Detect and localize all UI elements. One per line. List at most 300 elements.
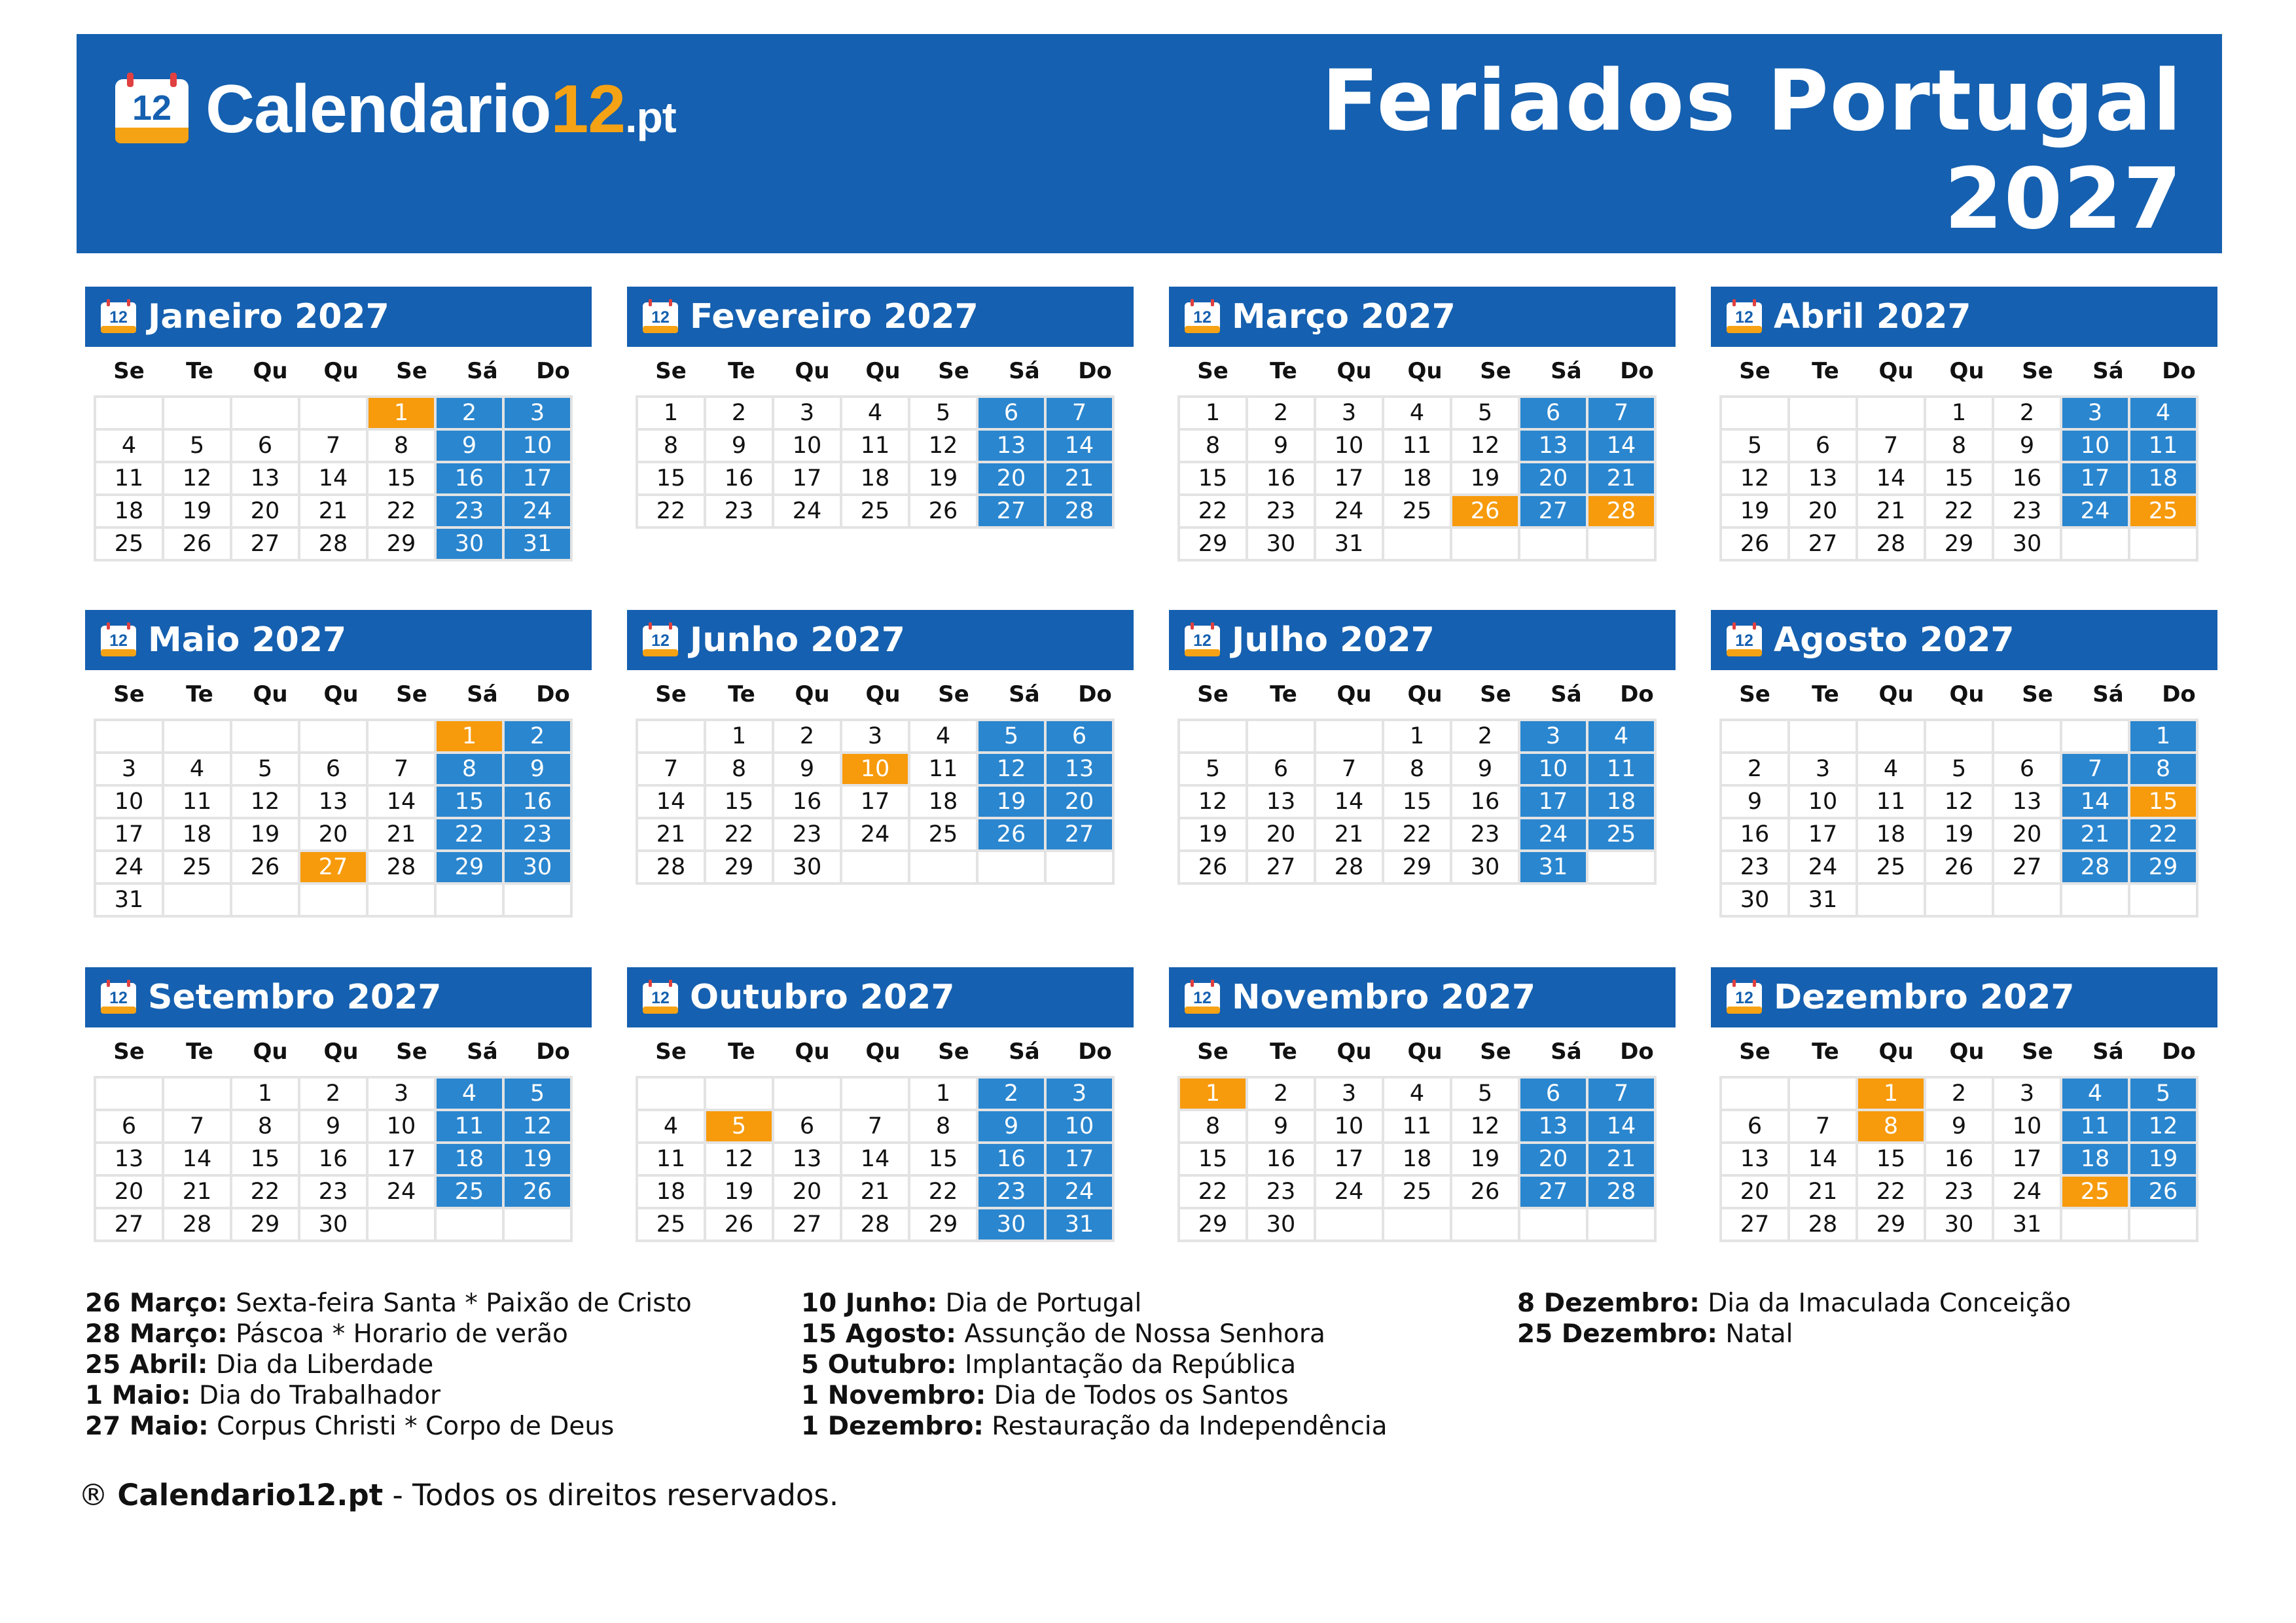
day-cell: 25 [841, 495, 909, 527]
day-cell: 30 [977, 1208, 1045, 1241]
day-cell: 2 [435, 397, 503, 429]
calendar-icon [1183, 980, 1221, 1015]
calendar-icon [1725, 299, 1763, 334]
empty-day-cell [2061, 883, 2129, 916]
day-cell: 7 [2061, 753, 2129, 785]
day-cell: 10 [1993, 1110, 2061, 1143]
day-cell: 17 [503, 462, 571, 495]
weekday-label: Se [1739, 681, 1770, 707]
day-cell: 27 [1247, 851, 1315, 883]
day-cell: 16 [1721, 818, 1789, 851]
day-cell: 19 [2129, 1143, 2197, 1175]
day-cell: 8 [705, 753, 773, 785]
day-cell: 4 [1383, 397, 1451, 429]
holiday-date: 28 Março: [85, 1319, 228, 1349]
day-cell: 23 [977, 1175, 1045, 1208]
weekday-header [627, 1027, 1134, 1076]
day-cell: 28 [1789, 1208, 1857, 1241]
day-cell: 22 [1857, 1175, 1925, 1208]
day-cell: 22 [909, 1175, 977, 1208]
empty-day-cell [841, 1077, 909, 1110]
day-cell: 10 [2061, 429, 2129, 462]
month-title [627, 287, 1134, 347]
weekday-label: Te [1270, 1039, 1297, 1065]
holiday-name: Sexta-feira Santa * Paixão de Cristo [236, 1289, 692, 1318]
empty-day-cell [1587, 1208, 1655, 1241]
day-cell: 23 [435, 495, 503, 527]
day-grid [1177, 719, 1657, 885]
day-cell: 9 [1925, 1110, 1993, 1143]
day-cell: 27 [1519, 1175, 1587, 1208]
day-cell: 25 [163, 851, 231, 883]
holiday-name: Restauração da Independência [992, 1412, 1388, 1441]
day-cell: 8 [435, 753, 503, 785]
month-title [1169, 610, 1676, 670]
weekday-label: Qu [253, 1039, 288, 1065]
day-cell: 27 [95, 1208, 163, 1241]
day-cell: 4 [1587, 720, 1655, 753]
day-cell: 2 [1451, 720, 1519, 753]
day-cell: 22 [1383, 818, 1451, 851]
weekday-header [1169, 347, 1676, 395]
holiday-entry [85, 1411, 692, 1442]
empty-day-cell [1383, 527, 1451, 560]
day-cell: 27 [1993, 851, 2061, 883]
day-cell: 28 [1315, 851, 1383, 883]
holiday-name: Dia da Liberdade [215, 1350, 434, 1380]
day-cell: 2 [299, 1077, 367, 1110]
day-cell: 11 [95, 462, 163, 495]
day-cell: 24 [1315, 1175, 1383, 1208]
holiday-entry [85, 1380, 692, 1411]
day-cell: 11 [1857, 785, 1925, 818]
month-name: Janeiro 2027 [148, 297, 389, 336]
month-title [627, 610, 1134, 670]
holiday-column [801, 1288, 1388, 1442]
day-cell: 25 [435, 1175, 503, 1208]
day-cell: 28 [1857, 527, 1925, 560]
day-cell: 29 [1857, 1208, 1925, 1241]
day-cell: 9 [435, 429, 503, 462]
day-cell: 3 [773, 397, 841, 429]
day-cell: 14 [1587, 429, 1655, 462]
day-cell: 6 [1993, 753, 2061, 785]
svg-text:12: 12 [1735, 632, 1753, 650]
day-cell: 16 [1925, 1143, 1993, 1175]
day-cell: 11 [1383, 1110, 1451, 1143]
day-cell: 24 [1789, 851, 1857, 883]
day-cell: 3 [841, 720, 909, 753]
weekday-label: Te [1812, 1039, 1839, 1065]
day-cell: 18 [1383, 1143, 1451, 1175]
day-cell: 29 [2129, 851, 2197, 883]
calendar-icon [641, 299, 679, 334]
day-cell: 30 [435, 527, 503, 560]
day-cell: 7 [1587, 1077, 1655, 1110]
empty-day-cell [1857, 883, 1925, 916]
day-cell: 3 [1519, 720, 1587, 753]
empty-day-cell [1315, 720, 1383, 753]
day-cell: 29 [1179, 527, 1247, 560]
month-title [627, 967, 1134, 1027]
weekday-label: Se [655, 358, 687, 384]
day-cell: 31 [95, 883, 163, 916]
holiday-column [85, 1288, 692, 1442]
day-cell: 29 [705, 851, 773, 883]
weekday-label: Sá [1551, 358, 1582, 384]
footer [79, 1478, 838, 1512]
day-cell: 28 [1587, 1175, 1655, 1208]
day-cell: 5 [977, 720, 1045, 753]
month-name: Maio 2027 [148, 620, 347, 660]
day-cell: 8 [1383, 753, 1451, 785]
day-cell: 12 [163, 462, 231, 495]
day-cell: 28 [637, 851, 705, 883]
month-calendar [85, 287, 592, 562]
day-cell: 6 [1045, 720, 1113, 753]
day-cell: 4 [163, 753, 231, 785]
footer-text: - Todos os direitos reservados. [383, 1478, 839, 1512]
weekday-label: Do [536, 358, 570, 384]
weekday-header [1169, 1027, 1676, 1076]
day-cell: 16 [705, 462, 773, 495]
day-cell: 26 [2129, 1175, 2197, 1208]
day-cell: 30 [1247, 1208, 1315, 1241]
day-cell: 3 [1315, 1077, 1383, 1110]
holiday-name: Corpus Christi * Corpo de Deus [217, 1412, 615, 1441]
day-cell: 28 [1587, 495, 1655, 527]
day-cell: 22 [2129, 818, 2197, 851]
day-cell: 5 [1179, 753, 1247, 785]
empty-day-cell [1519, 527, 1587, 560]
day-cell: 23 [1247, 495, 1315, 527]
day-cell: 12 [231, 785, 299, 818]
empty-day-cell [2129, 883, 2197, 916]
day-cell: 27 [1519, 495, 1587, 527]
month-title [85, 610, 592, 670]
weekday-label: Do [1078, 1039, 1112, 1065]
day-cell: 6 [299, 753, 367, 785]
day-cell: 12 [503, 1110, 571, 1143]
month-title [85, 967, 592, 1027]
day-cell: 3 [503, 397, 571, 429]
day-cell: 7 [299, 429, 367, 462]
day-cell: 26 [909, 495, 977, 527]
day-cell: 3 [1315, 397, 1383, 429]
day-cell: 24 [1315, 495, 1383, 527]
month-calendar [1711, 287, 2217, 562]
day-cell: 6 [773, 1110, 841, 1143]
weekday-label: Se [1197, 358, 1229, 384]
day-cell: 8 [367, 429, 435, 462]
weekday-label: Sá [1009, 358, 1040, 384]
month-calendar [85, 967, 592, 1242]
month-calendar [1169, 610, 1676, 885]
day-cell: 29 [367, 527, 435, 560]
footer-site: Calendario12.pt [117, 1478, 384, 1512]
weekday-header [85, 1027, 592, 1076]
day-cell: 11 [1587, 753, 1655, 785]
empty-day-cell [1383, 1208, 1451, 1241]
weekday-label: Se [1480, 1039, 1511, 1065]
day-cell: 29 [231, 1208, 299, 1241]
empty-day-cell [435, 1208, 503, 1241]
empty-day-cell [367, 883, 435, 916]
day-cell: 3 [95, 753, 163, 785]
day-cell: 31 [1315, 527, 1383, 560]
day-cell: 12 [1451, 429, 1519, 462]
svg-text:12: 12 [1193, 989, 1211, 1007]
day-cell: 6 [1519, 1077, 1587, 1110]
day-cell: 22 [1179, 1175, 1247, 1208]
weekday-label: Qu [1407, 358, 1443, 384]
day-cell: 17 [2061, 462, 2129, 495]
day-cell: 23 [705, 495, 773, 527]
holiday-entry [801, 1380, 1388, 1411]
day-cell: 20 [977, 462, 1045, 495]
day-cell: 3 [1993, 1077, 2061, 1110]
weekday-label: Do [1078, 681, 1112, 707]
day-cell: 12 [1925, 785, 1993, 818]
weekday-label: Do [2162, 1039, 2196, 1065]
day-cell: 7 [841, 1110, 909, 1143]
day-cell: 16 [1993, 462, 2061, 495]
weekday-label: Se [396, 358, 427, 384]
empty-day-cell [637, 1077, 705, 1110]
weekday-label: Qu [1336, 358, 1372, 384]
day-cell: 8 [1925, 429, 1993, 462]
month-name: Agosto 2027 [1774, 620, 2015, 660]
holiday-name: Dia da Imaculada Conceição [1708, 1289, 2072, 1318]
empty-day-cell [1925, 720, 1993, 753]
empty-day-cell [1925, 883, 1993, 916]
weekday-label: Se [2022, 1039, 2053, 1065]
day-cell: 23 [1721, 851, 1789, 883]
day-cell: 31 [503, 527, 571, 560]
day-cell: 20 [1721, 1175, 1789, 1208]
day-cell: 24 [95, 851, 163, 883]
day-cell: 1 [367, 397, 435, 429]
holiday-entry [1517, 1288, 2071, 1319]
day-cell: 14 [841, 1143, 909, 1175]
day-cell: 9 [1721, 785, 1789, 818]
day-cell: 21 [367, 818, 435, 851]
title-line-1: Feriados Portugal [1321, 52, 2183, 150]
weekday-header [627, 670, 1134, 719]
svg-text:12: 12 [109, 989, 128, 1007]
holiday-entry [801, 1319, 1388, 1349]
month-calendar [627, 967, 1134, 1242]
day-cell: 8 [637, 429, 705, 462]
day-cell: 25 [1383, 495, 1451, 527]
weekday-label: Qu [1878, 1039, 1914, 1065]
day-cell: 6 [231, 429, 299, 462]
weekday-label: Se [938, 1039, 969, 1065]
weekday-label: Qu [865, 358, 901, 384]
day-cell: 12 [977, 753, 1045, 785]
day-cell: 20 [1045, 785, 1113, 818]
weekday-label: Sá [467, 358, 498, 384]
day-cell: 6 [977, 397, 1045, 429]
holiday-entry [801, 1349, 1388, 1380]
day-cell: 1 [1925, 397, 1993, 429]
day-cell: 25 [1383, 1175, 1451, 1208]
day-cell: 29 [909, 1208, 977, 1241]
day-cell: 2 [1247, 397, 1315, 429]
day-cell: 10 [841, 753, 909, 785]
weekday-label: Se [1480, 358, 1511, 384]
day-cell: 17 [841, 785, 909, 818]
day-cell: 1 [705, 720, 773, 753]
empty-day-cell [163, 883, 231, 916]
day-cell: 16 [773, 785, 841, 818]
day-cell: 26 [1179, 851, 1247, 883]
day-cell: 27 [1789, 527, 1857, 560]
day-cell: 21 [841, 1175, 909, 1208]
weekday-label: Sá [467, 681, 498, 707]
weekday-label: Te [728, 1039, 755, 1065]
day-cell: 29 [1383, 851, 1451, 883]
holiday-date: 10 Junho: [801, 1289, 938, 1318]
weekday-label: Se [1739, 358, 1770, 384]
empty-day-cell [1247, 720, 1315, 753]
day-cell: 21 [1587, 1143, 1655, 1175]
empty-day-cell [977, 851, 1045, 883]
empty-day-cell [1857, 397, 1925, 429]
day-cell: 23 [773, 818, 841, 851]
day-cell: 15 [231, 1143, 299, 1175]
empty-day-cell [95, 1077, 163, 1110]
day-cell: 19 [705, 1175, 773, 1208]
day-cell: 13 [95, 1143, 163, 1175]
weekday-header [1169, 670, 1676, 719]
day-cell: 13 [1519, 429, 1587, 462]
day-cell: 27 [1721, 1208, 1789, 1241]
month-title [1711, 967, 2217, 1027]
day-cell: 5 [503, 1077, 571, 1110]
holiday-date: 15 Agosto: [801, 1319, 956, 1349]
day-cell: 30 [299, 1208, 367, 1241]
holiday-name: Implantação da República [965, 1350, 1297, 1380]
day-cell: 24 [367, 1175, 435, 1208]
weekday-label: Se [396, 681, 427, 707]
weekday-label: Se [396, 1039, 427, 1065]
day-cell: 30 [1925, 1208, 1993, 1241]
empty-day-cell [2061, 1208, 2129, 1241]
weekday-label: Te [1812, 358, 1839, 384]
day-grid [1719, 1076, 2198, 1242]
weekday-label: Do [2162, 681, 2196, 707]
day-cell: 29 [435, 851, 503, 883]
day-cell: 18 [909, 785, 977, 818]
day-cell: 17 [367, 1143, 435, 1175]
svg-text:12: 12 [651, 308, 670, 327]
weekday-header [85, 347, 592, 395]
day-cell: 3 [1789, 753, 1857, 785]
empty-day-cell [299, 720, 367, 753]
day-cell: 2 [773, 720, 841, 753]
day-cell: 19 [1721, 495, 1789, 527]
month-name: Novembro 2027 [1232, 978, 1536, 1017]
day-cell: 16 [503, 785, 571, 818]
month-name: Setembro 2027 [148, 978, 442, 1017]
weekday-header [1711, 670, 2217, 719]
day-cell: 13 [231, 462, 299, 495]
month-calendar [627, 610, 1134, 885]
day-cell: 12 [1721, 462, 1789, 495]
day-cell: 23 [1451, 818, 1519, 851]
day-cell: 15 [1179, 462, 1247, 495]
weekday-header [85, 670, 592, 719]
weekday-label: Sá [1551, 1039, 1582, 1065]
day-grid [636, 719, 1115, 885]
weekday-label: Se [1197, 681, 1229, 707]
empty-day-cell [2129, 1208, 2197, 1241]
day-cell: 27 [299, 851, 367, 883]
day-grid [636, 395, 1115, 529]
day-cell: 7 [1789, 1110, 1857, 1143]
day-cell: 20 [773, 1175, 841, 1208]
empty-day-cell [637, 720, 705, 753]
weekday-label: Sá [2092, 1039, 2124, 1065]
svg-text:12: 12 [1735, 308, 1753, 327]
day-cell: 20 [1519, 462, 1587, 495]
day-cell: 8 [1857, 1110, 1925, 1143]
holiday-date: 5 Outubro: [801, 1350, 957, 1380]
day-cell: 29 [1179, 1208, 1247, 1241]
holiday-entry [85, 1349, 692, 1380]
day-cell: 17 [1045, 1143, 1113, 1175]
empty-day-cell [2061, 720, 2129, 753]
svg-text:12: 12 [1193, 308, 1211, 327]
empty-day-cell [1789, 397, 1857, 429]
day-cell: 24 [1993, 1175, 2061, 1208]
holiday-entry [85, 1288, 692, 1319]
day-cell: 18 [435, 1143, 503, 1175]
calendar-icon [1725, 622, 1763, 658]
month-calendar [1169, 287, 1676, 562]
weekday-label: Qu [323, 1039, 359, 1065]
day-cell: 5 [231, 753, 299, 785]
calendar-icon [641, 980, 679, 1015]
day-cell: 28 [2061, 851, 2129, 883]
day-cell: 6 [95, 1110, 163, 1143]
day-cell: 10 [773, 429, 841, 462]
month-title [1169, 287, 1676, 347]
day-cell: 7 [1315, 753, 1383, 785]
day-cell: 13 [299, 785, 367, 818]
registered-symbol: ® [79, 1478, 108, 1512]
weekday-label: Sá [2092, 358, 2124, 384]
holiday-entry [1517, 1319, 2071, 1349]
day-cell: 5 [705, 1110, 773, 1143]
day-cell: 1 [231, 1077, 299, 1110]
day-cell: 9 [299, 1110, 367, 1143]
day-cell: 19 [1451, 1143, 1519, 1175]
weekday-label: Sá [2092, 681, 2124, 707]
day-cell: 30 [503, 851, 571, 883]
day-cell: 30 [1721, 883, 1789, 916]
day-cell: 23 [1993, 495, 2061, 527]
day-cell: 16 [1451, 785, 1519, 818]
empty-day-cell [705, 1077, 773, 1110]
day-cell: 15 [435, 785, 503, 818]
day-cell: 16 [299, 1143, 367, 1175]
holiday-column [1517, 1288, 2071, 1349]
day-cell: 22 [231, 1175, 299, 1208]
day-cell: 1 [909, 1077, 977, 1110]
month-calendar [627, 287, 1134, 529]
